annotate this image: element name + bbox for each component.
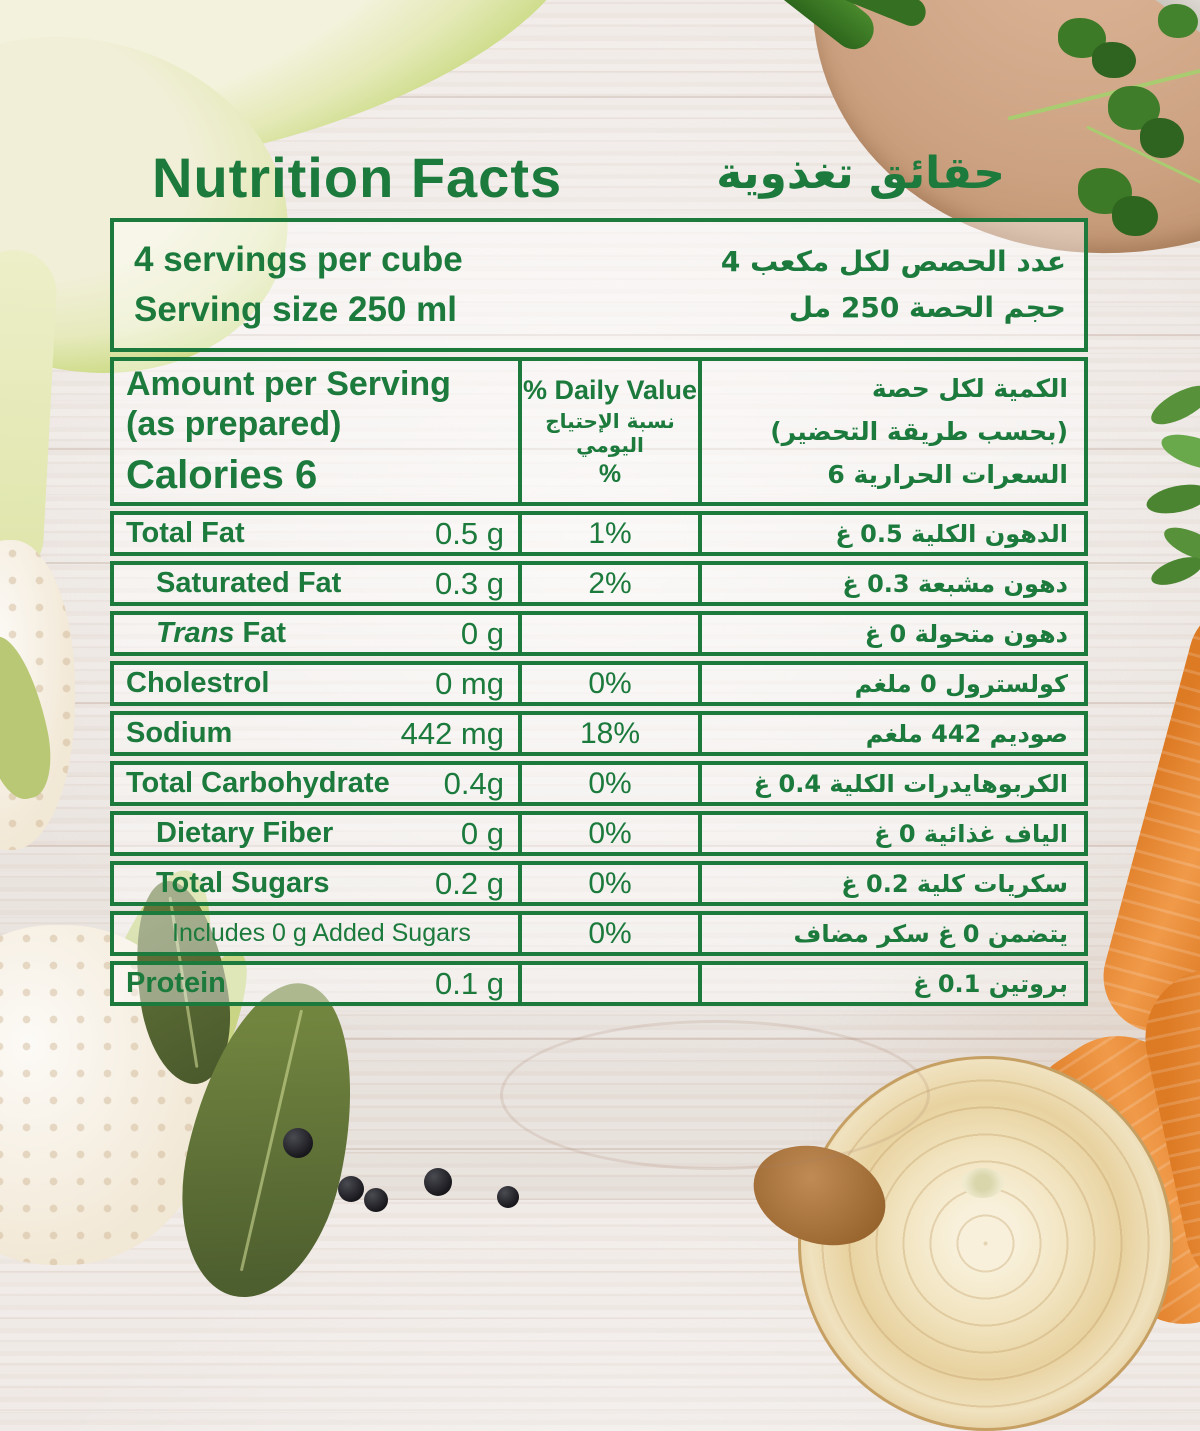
daily-value: 18% [579,716,641,750]
servings-box [110,218,1088,352]
nutrient-amount: 0.1 g [435,965,504,1001]
nutrient-row-total-sugars [110,861,1088,906]
nutrient-row-cholesterol [110,661,1088,706]
nutrient-label-ar: يتضمن 0 غ سكر مضاف [793,919,1068,948]
page-title-arabic: حقائق تغذوية [716,148,1005,199]
nutrient-label: Includes 0 g Added Sugars [172,919,471,947]
table-header-row [110,357,1088,506]
header-amount-cell [114,361,518,502]
daily-value-label-ar: نسبة الإحتياج اليومي [545,408,675,457]
nutrient-row-added-sugars [110,911,1088,956]
servings-per-cube: 4 servings per cube [134,240,463,280]
nutrient-amount: 0 g [460,815,504,851]
daily-value: 2% [588,566,632,600]
nutrient-label: Protein [126,967,226,999]
nutrient-row-sodium [110,711,1088,756]
nutrient-label: Total Fat [126,517,245,549]
calories-label-ar: السعرات الحرارية 6 [827,459,1068,489]
nutrient-label-ar: كولسترول 0 ملغم [854,669,1068,698]
servings-info-english [114,235,463,334]
daily-value: 0% [588,666,632,700]
nutrient-label-ar: دهون مشبعة 0.3 غ [842,569,1068,598]
nutrient-label-ar: الياف غذائية 0 غ [874,819,1068,848]
nutrient-label: Trans Fat [156,617,287,649]
daily-value: 0% [588,816,632,850]
nutrient-row-total-carbohydrate [110,761,1088,806]
daily-value: 1% [588,516,632,550]
nutrient-amount: 0.2 g [435,865,504,901]
amount-per-serving-label-ar: الكمية لكل حصة [871,373,1068,403]
nutrient-label-ar: صوديم 442 ملغم [865,719,1068,748]
header-amount-cell-ar [702,361,1084,502]
nutrient-row-saturated-fat [110,561,1088,606]
header-daily-value-cell [518,361,702,502]
nutrient-amount: 0.3 g [435,565,504,601]
nutrient-amount: 442 mg [400,715,504,751]
serving-size-ar: حجم الحصة 250 مل [788,291,1066,324]
nutrient-label: Dietary Fiber [156,817,334,849]
nutrient-label-ar: دهون متحولة 0 غ [864,619,1068,648]
nutrient-row-trans-fat [110,611,1088,656]
daily-value: 0% [588,766,632,800]
servings-per-cube-ar: عدد الحصص لكل مكعب 4 [720,244,1066,278]
nutrient-row-protein [110,961,1088,1006]
nutrient-label-ar: الدهون الكلية 0.5 غ [835,519,1068,548]
percent-sign: % [598,459,622,488]
servings-info-arabic [721,239,1084,331]
nutrient-label: Saturated Fat [156,567,342,599]
page-title-english: Nutrition Facts [152,146,563,209]
daily-value-label: % Daily Value [522,374,698,405]
calories-label: Calories 6 [126,453,318,498]
as-prepared-label-ar: (بحسب طريقة التحضير) [770,416,1068,446]
nutrient-amount: 0 mg [435,665,504,701]
nutrient-label: Total Sugars [156,867,330,899]
amount-per-serving-label: Amount per Serving [126,364,451,403]
nutrient-amount: 0.5 g [435,515,504,551]
daily-value: 0% [588,866,632,900]
nutrient-label-ar: الكربوهايدرات الكلية 0.4 غ [753,769,1068,798]
nutrient-row-total-fat [110,511,1088,556]
nutrient-label: Cholestrol [126,667,270,699]
serving-size: Serving size 250 ml [134,290,457,329]
nutrient-label: Total Carbohydrate [126,767,390,799]
as-prepared-label: (as prepared) [126,405,342,443]
daily-value: 0% [588,916,632,950]
nutrient-amount: 0.4g [443,765,504,801]
nutrient-label-ar: بروتين 0.1 غ [913,969,1068,998]
nutrient-label-ar: سكريات كلية 0.2 غ [841,869,1068,898]
nutrient-row-dietary-fiber [110,811,1088,856]
nutrient-label: Sodium [126,717,233,749]
nutrition-table [110,218,1088,1006]
nutrient-amount: 0 g [460,615,504,651]
